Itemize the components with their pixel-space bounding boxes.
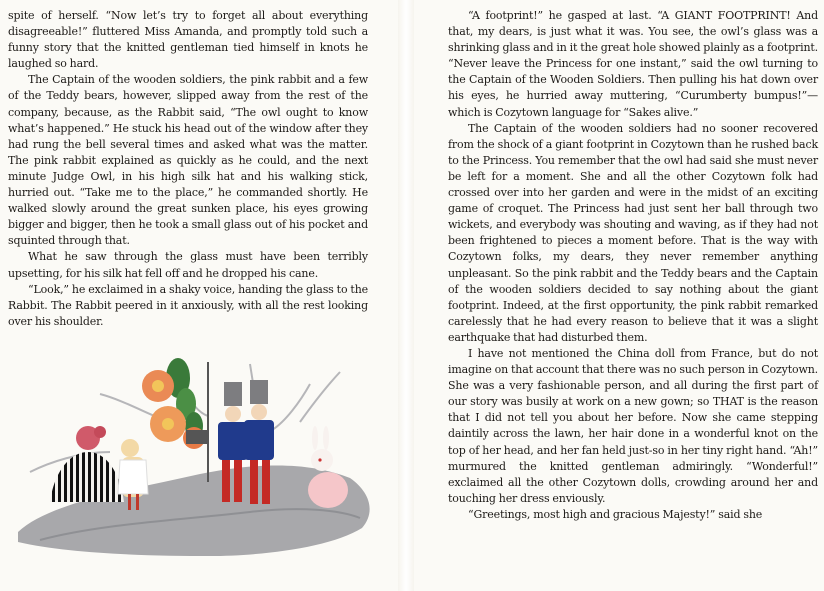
paragraph: I have not mentioned the China doll from France, but do not imagine on that account that there was no such person in Cozytown. She was a very fashionable person, and all during the first part of our story was busily at work on a new gown; so THAT is the reason that I did not tell you about her before. Now she came stepping daintily across the lawn, her hair done in a wonderful knot on the top of her head, and her fan held just-so in her tiny right hand. “Ah!” murmured the knitted gentleman admiringly. “Wonderful!” exclaimed all the other Cozytown dolls, crowding around her and touching her dress enviously. [448,346,818,505]
paragraph: “Greetings, most high and gracious Majesty!” said she [468,507,763,521]
right-page [412,0,824,591]
paragraph: The Captain of the wooden soldiers, the pink rabbit and a few of the Teddy bears, however, slipped away from the rest of the company, because, as the Rabbit said, “The owl ought to know what’s happened.” He stuck his head out of the window after they had rung the bell several times and asked what was the matter. The pink rabbit explained as quickly as he could, and the next minute Judge Owl, in his high silk hat and his walking stick, hurried out. “Take me to the place,” he commanded shortly. He walked slowly around the great sunken place, his eyes growing bigger and bigger, then he took a small glass out of his pocket and squinted through that. [8,73,368,248]
left-text-column [8,8,368,330]
story-illustration [10,342,380,582]
paragraph: “A footprint!” he gasped at last. “A GIANT FOOTPRINT! And that, my dears, is just what it was. You see, the owl’s glass was a shrinking glass and in it the great hole showed plainly as a footprint. “Never leave the Princess for one instant,” said the owl turning to the Captain of the Wooden Soldiers. Then pulling his hat down over his eyes, he hurried away muttering, “Curumberty bumpus!”—which is Cozytown language for “Sakes alive.” [448,9,818,119]
paragraph: spite of herself. “Now let’s try to forget all about everything disagreeable!” fluttered Miss Amanda, and promptly told such a funny story that the knitted gentleman tied himself in knots he laughed so hard. [8,9,368,71]
paragraph: The Captain of the wooden soldiers had no sooner recovered from the shock of a giant footprint in Cozytown than he rushed back to the Princess. You remember that the owl had said she must never be left for a moment. She and all the other Cozytown folk had crossed over into her garden and were in the midst of an exciting game of croquet. The Princess had just sent her ball through two wickets, and everybody was shouting and waving, as if they had not been frightened to pieces a moment before. That is the way with Cozytown folks, my dears, they never remember anything unpleasant. So the pink rabbit and the Teddy bears and the Captain of the wooden soldiers decided to say nothing about the giant footprint. Indeed, at the first opportunity, the pink rabbit remarked carelessly that he had every reason to believe that it was a slight earthquake that had disturbed them. [448,121,818,344]
right-text-column [448,8,818,523]
paragraph: “Look,” he exclaimed in a shaky voice, handing the glass to the Rabbit. The Rabbit peered in it anxiously, with all the rest looking over his shoulder. [8,282,368,328]
left-page [0,0,400,591]
paragraph: What he saw through the glass must have been terribly upsetting, for his silk hat fell off and he dropped his cane. [8,250,368,280]
